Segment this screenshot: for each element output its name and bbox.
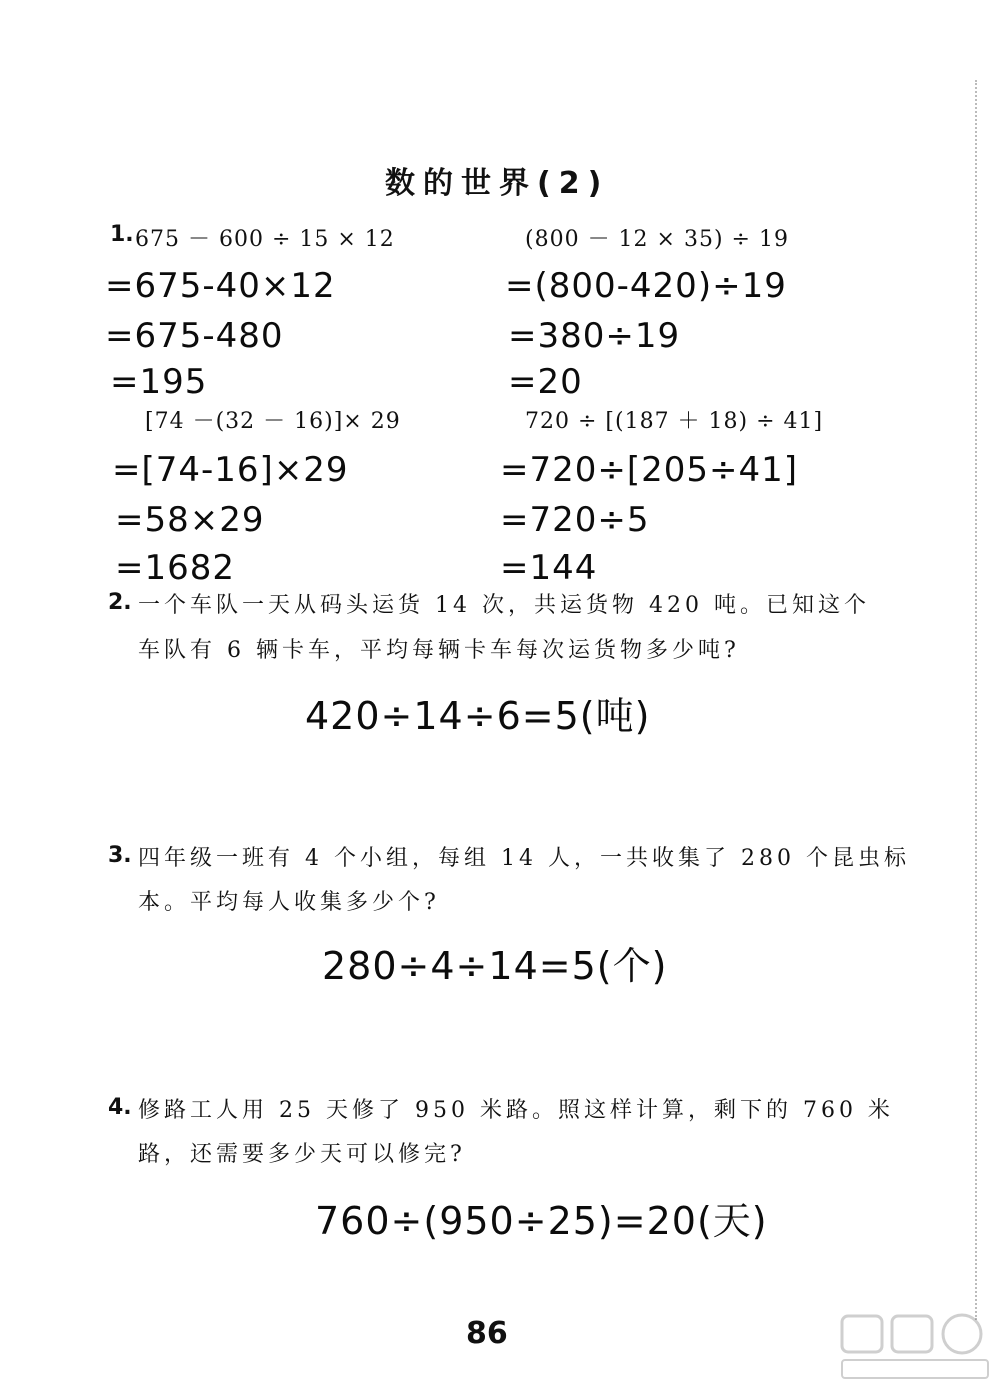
- watermark-logo: [840, 1312, 990, 1382]
- q1-a-step-1: =675-40×12: [105, 266, 336, 306]
- q1-d-step-2: =720÷5: [500, 500, 650, 540]
- q1-b-step-1: =(800-420)÷19: [505, 266, 787, 306]
- question-2-answer: 420÷14÷6=5(吨): [305, 694, 651, 738]
- q1-b-step-2: =380÷19: [508, 316, 681, 356]
- page-title: 数的世界(2): [385, 166, 610, 201]
- question-1-number: 1.: [110, 222, 134, 247]
- question-2-text-line-2: 车队有 6 辆卡车，平均每辆卡车每次运货物多少吨?: [138, 638, 740, 663]
- q1-a-step-3: =195: [110, 362, 208, 402]
- q1-expr-d: 720 ÷ [(187 ＋ 18) ÷ 41]: [525, 409, 824, 434]
- q1-d-step-3: =144: [500, 548, 598, 588]
- question-3-text-line-2: 本。平均每人收集多少个?: [138, 890, 440, 915]
- question-3-text-line-1: 四年级一班有 4 个小组，每组 14 人，一共收集了 280 个昆虫标: [138, 846, 910, 871]
- question-2-number: 2.: [108, 590, 132, 615]
- question-2-text-line-1: 一个车队一天从码头运货 14 次，共运货物 420 吨。已知这个: [138, 593, 870, 618]
- question-3-answer: 280÷4÷14=5(个): [322, 944, 668, 988]
- question-4-text-line-1: 修路工人用 25 天修了 950 米路。照这样计算，剩下的 760 米: [138, 1098, 894, 1123]
- q1-expr-c: [74 －(32 － 16)]× 29: [145, 409, 401, 434]
- question-4-number: 4.: [108, 1095, 132, 1120]
- q1-a-step-2: =675-480: [105, 316, 284, 356]
- q1-c-step-2: =58×29: [115, 500, 265, 540]
- q1-c-step-1: =[74-16]×29: [112, 450, 349, 490]
- page-number: 86: [466, 1316, 508, 1351]
- question-4-answer: 760÷(950÷25)=20(天): [315, 1199, 768, 1243]
- watermark-logo-icon: [840, 1312, 990, 1382]
- q1-expr-b: (800 － 12 × 35) ÷ 19: [525, 227, 789, 252]
- q1-c-step-3: =1682: [115, 548, 236, 588]
- question-3-number: 3.: [108, 843, 132, 868]
- q1-b-step-3: =20: [508, 362, 583, 402]
- q1-d-step-1: =720÷[205÷41]: [500, 450, 799, 490]
- q1-expr-a: 675 － 600 ÷ 15 × 12: [135, 227, 395, 252]
- question-4-text-line-2: 路，还需要多少天可以修完?: [138, 1142, 466, 1167]
- binding-margin-dots: [975, 80, 979, 1320]
